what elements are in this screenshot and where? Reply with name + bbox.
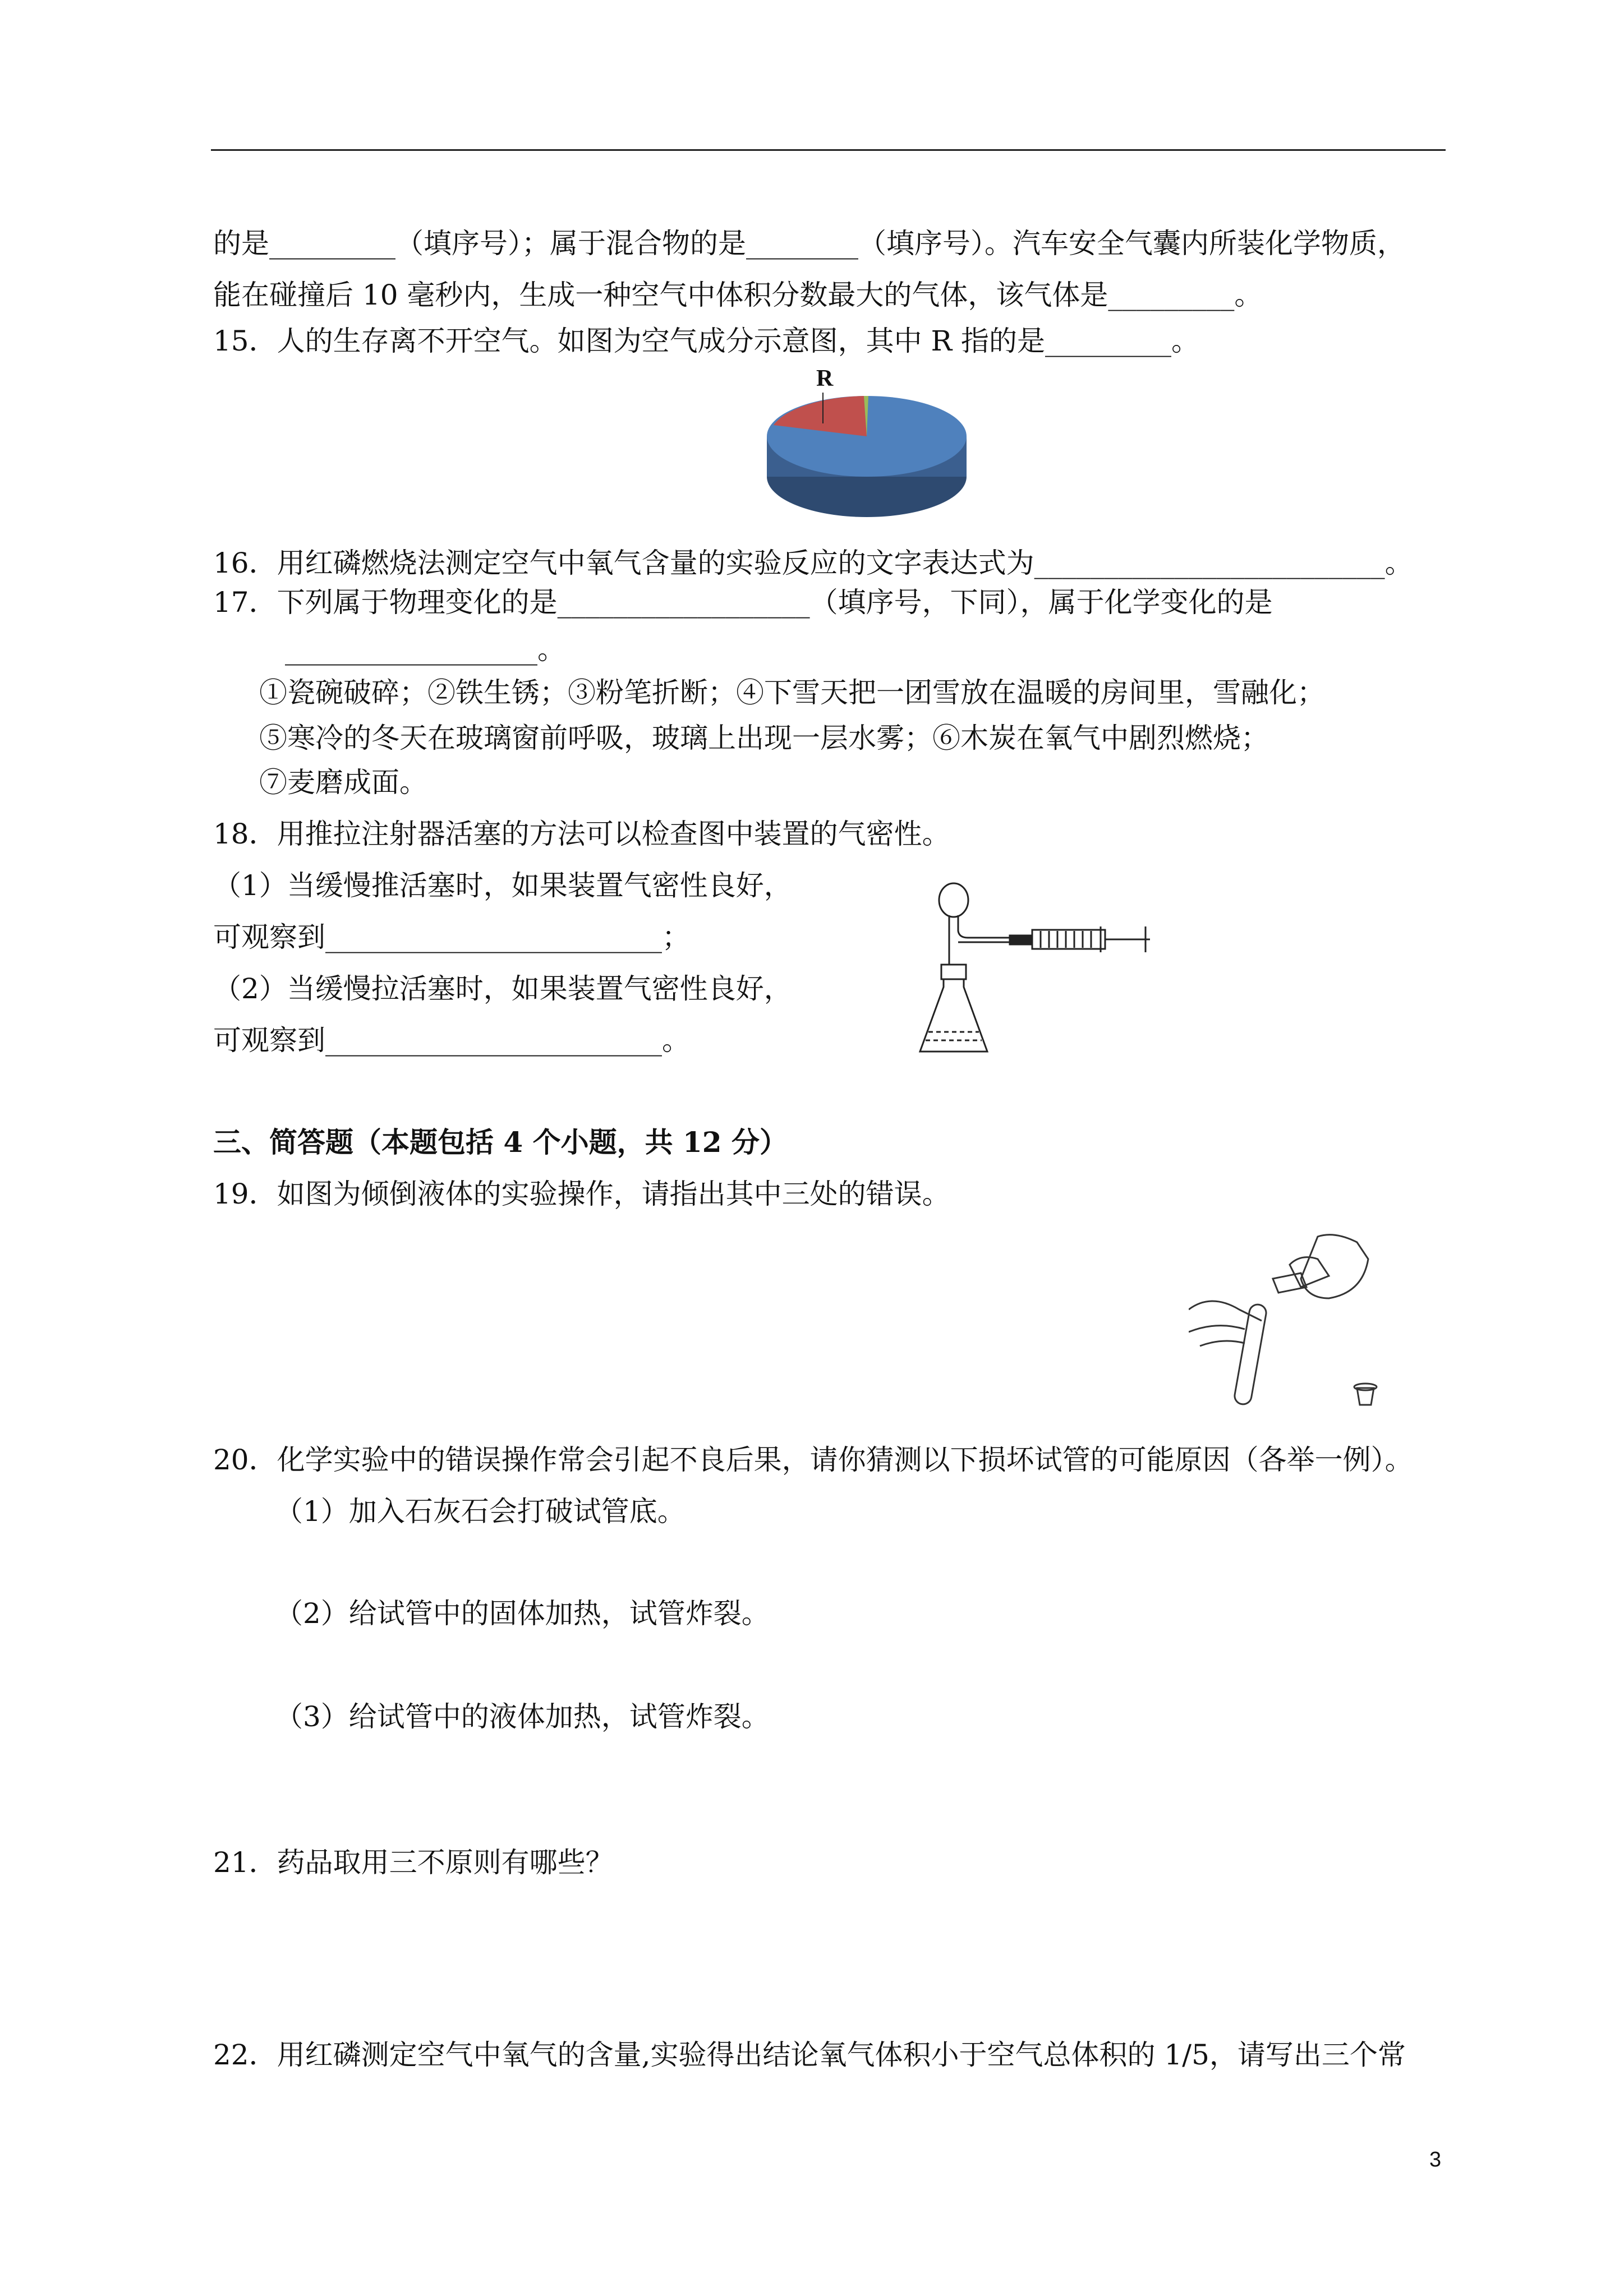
question-18-part2-answer: 可观察到________________________。 [213, 1024, 690, 1057]
text-line: 的是_________（填序号）；属于混合物的是________（填序号）。汽车安全气囊内所装化学物质， [213, 227, 1405, 260]
question-22: 22．用红磷测定空气中氧气的含量,实验得出结论氧气体积小于空气总体积的 1/5，请写出三个常 [213, 2039, 1406, 2071]
question-17-options: ⑤寒冷的冬天在玻璃窗前呼吸，玻璃上出现一层水雾；⑥木炭在氧气中剧烈燃烧； [259, 722, 1269, 754]
air-composition-pie-chart [760, 393, 973, 538]
pie-label-r: R [816, 366, 834, 391]
question-17-options: ①瓷碗破碎；②铁生锈；③粉笔折断；④下雪天把一团雪放在温暖的房间里，雪融化； [259, 676, 1325, 709]
pouring-liquid-figure [1189, 1225, 1391, 1419]
question-17: 17．下列属于物理变化的是__________________（填序号，下同），属于化学变化的是 [213, 586, 1273, 619]
question-15: 15．人的生存离不开空气。如图为空气成分示意图，其中 R 指的是_________。 [213, 325, 1200, 357]
question-16: 16．用红磷燃烧法测定空气中氧气含量的实验反应的文字表达式为_________________________。 [213, 547, 1413, 579]
question-18-part2: （2）当缓慢拉活塞时，如果装置气密性良好， [213, 972, 792, 1005]
question-19: 19．如图为倾倒液体的实验操作，请指出其中三处的错误。 [213, 1178, 950, 1210]
question-20-part1: （1）加入石灰石会打破试管底。 [275, 1495, 686, 1528]
section-3-heading: 三、简答题（本题包括 4 个小题，共 12 分） [213, 1126, 788, 1159]
question-18-part1-answer: 可观察到________________________； [213, 921, 690, 953]
question-18: 18．用推拉注射器活塞的方法可以检查图中装置的气密性。 [213, 818, 950, 850]
question-20-part3: （3）给试管中的液体加热，试管炸裂。 [275, 1700, 770, 1733]
question-18-part1: （1）当缓慢推活塞时，如果装置气密性良好， [213, 869, 792, 902]
question-21: 21．药品取用三不原则有哪些？ [213, 1846, 614, 1879]
question-20-part2: （2）给试管中的固体加热，试管炸裂。 [275, 1597, 770, 1630]
question-17-options: ⑦麦磨成面。 [259, 766, 427, 799]
header-rule [211, 149, 1446, 151]
question-20: 20．化学实验中的错误操作常会引起不良后果，请你猜测以下损坏试管的可能原因（各举一例）。 [213, 1444, 1413, 1476]
page-number: 3 [1429, 2148, 1442, 2171]
flask-syringe-apparatus-figure [914, 875, 1161, 1066]
question-17-blank: __________________。 [285, 633, 565, 666]
text-line: 能在碰撞后 10 毫秒内，生成一种空气中体积分数最大的气体，该气体是_________。 [213, 279, 1263, 311]
